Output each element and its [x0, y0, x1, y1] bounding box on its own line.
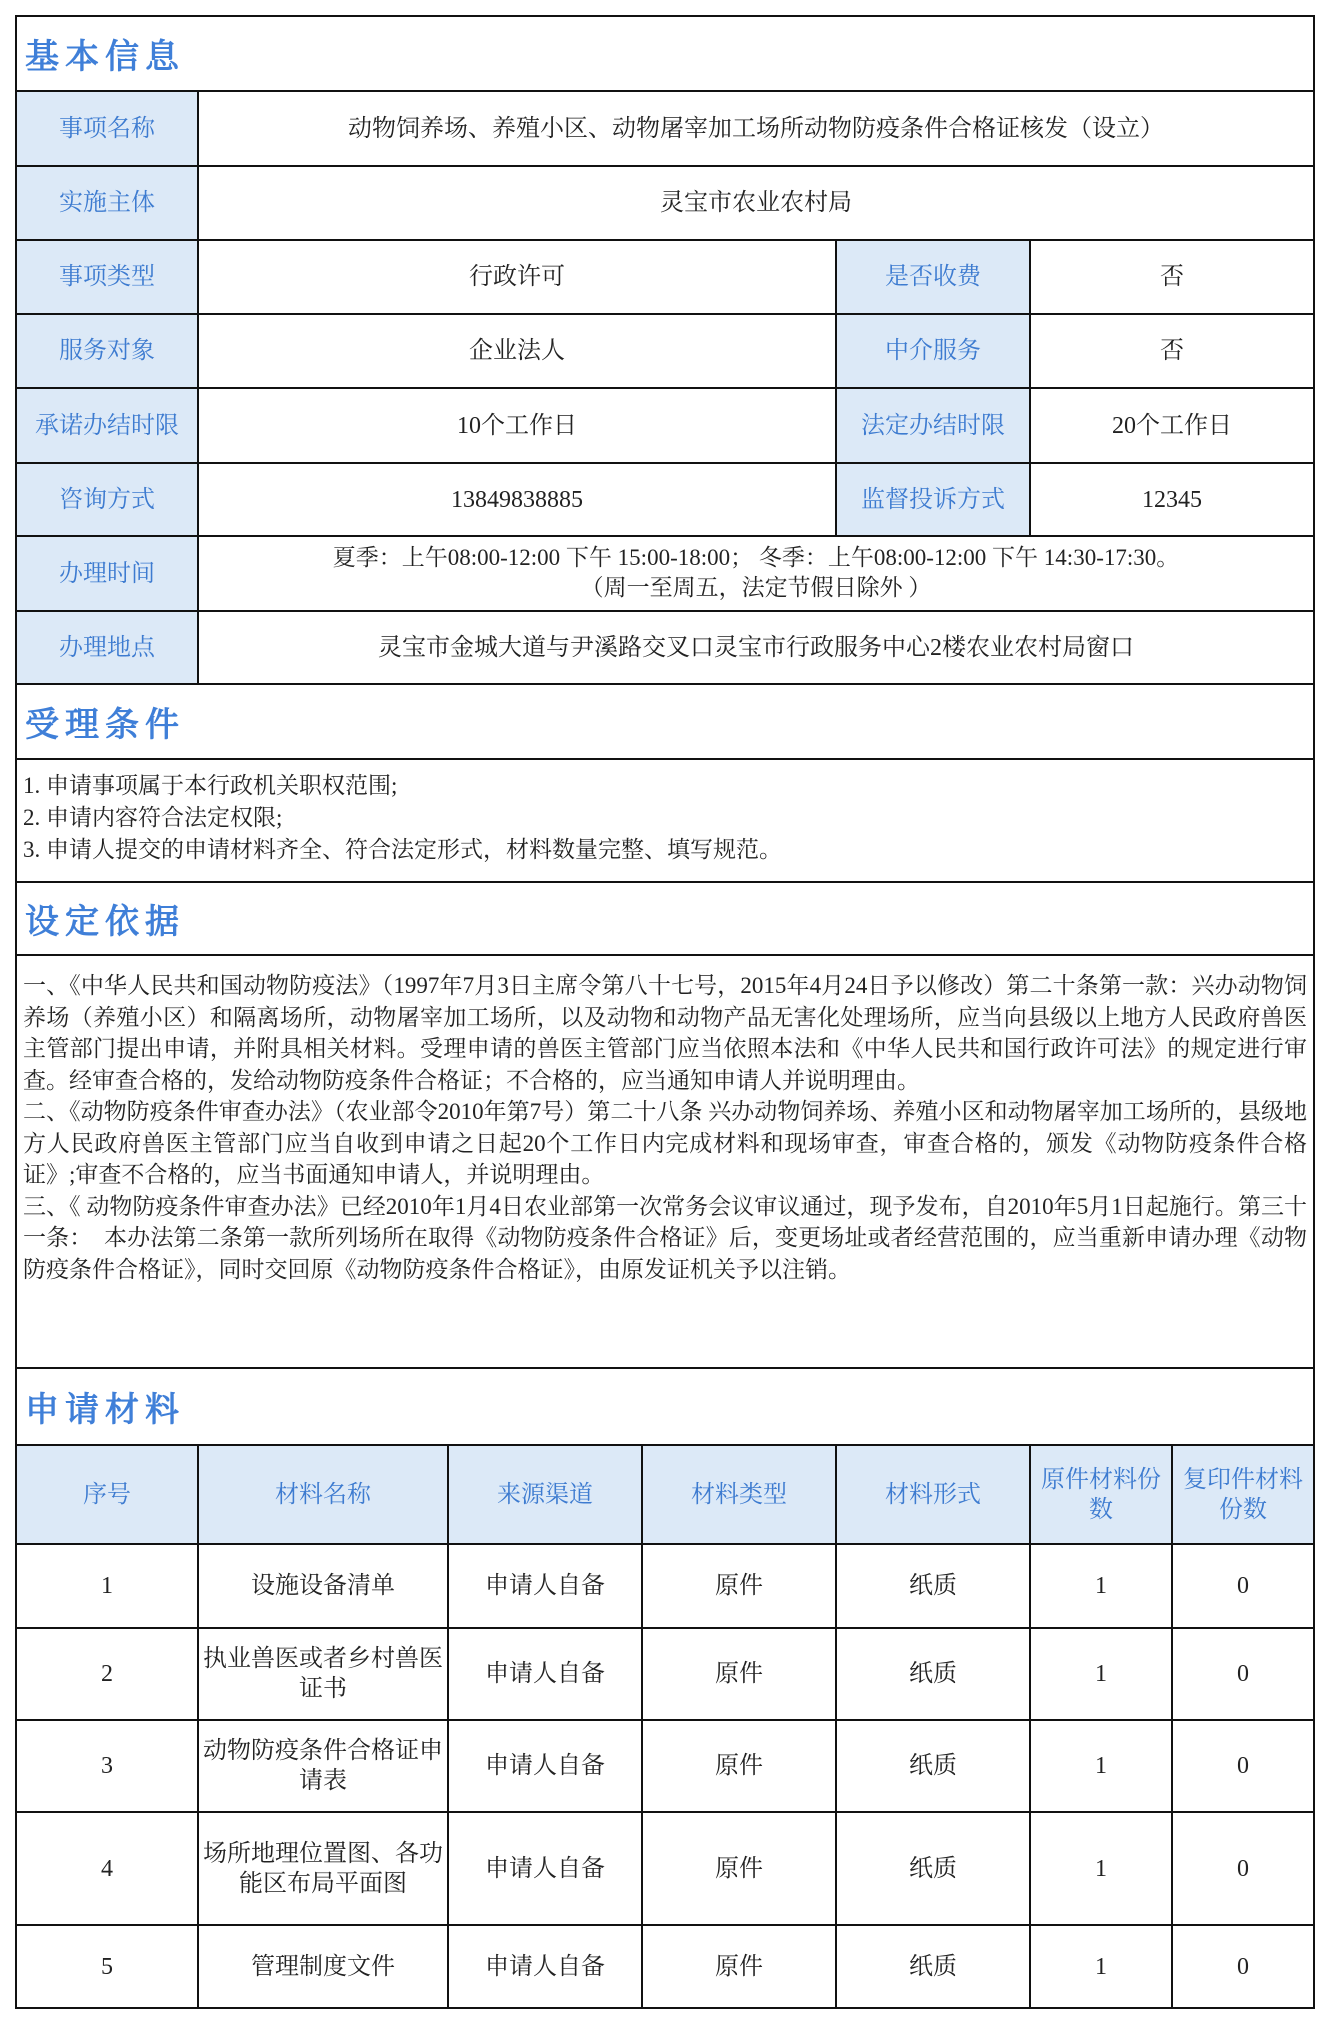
- section-header-basic: [17, 17, 1313, 92]
- table-cell: 纸质: [837, 1545, 1031, 1627]
- field-label: 服务对象: [17, 315, 199, 387]
- field-label: 是否收费: [837, 241, 1031, 313]
- table-cell: 5: [17, 1926, 199, 2007]
- info-row: [17, 464, 1313, 537]
- table-cell: 0: [1237, 1661, 1249, 1687]
- table-cell: 管理制度文件: [199, 1926, 449, 2007]
- field-label: 监督投诉方式: [837, 464, 1031, 535]
- field-label: 办理地点: [17, 612, 199, 683]
- table-cell: 0: [1237, 1855, 1249, 1882]
- field-value: 动物饲养场、养殖小区、动物屠宰加工场所动物防疫条件合格证核发（设立）: [348, 115, 1164, 142]
- table-cell: 纸质: [837, 1721, 1031, 1811]
- basis-paragraph: 一、《中华人民共和国动物防疫法》（1997年7月3日主席令第八十七号，2015年4月24日予以修改）第二十条第一款：兴办动物饲养场（养殖小区）和隔离场所，动物屠宰加工场所，以及动物和动物产品无害化处理场所，应当向县级以上地方人民政府兽医主管部门提出申请，并附具相关材料。受理申请的兽医主管部门应当依照本法和《中华人民共和国行政许可法》的规定进行审查。经审查合格的，发给动物防疫条件合格证；不合格的，应当通知申请人并说明理由。: [23, 973, 1307, 1093]
- field-label: 事项类型: [17, 241, 199, 313]
- section-header-materials: [17, 1369, 1313, 1446]
- field-label: 咨询方式: [17, 464, 199, 535]
- hours-text: 夏季：上午08:00-12:00 下午 15:00-18:00； 冬季：上午08:00-12:00 下午 14:30-17:30。: [332, 545, 1180, 570]
- info-row: [17, 167, 1313, 241]
- info-row: [17, 315, 1313, 389]
- materials-header-row: [17, 1446, 1313, 1545]
- table-cell: 0: [1237, 1753, 1249, 1779]
- table-cell: 执业兽医或者乡村兽医证书: [199, 1629, 449, 1719]
- field-value: 20个工作日: [1112, 412, 1232, 439]
- table-cell: 申请人自备: [449, 1545, 643, 1627]
- table-cell: 申请人自备: [449, 1721, 643, 1811]
- field-label: 法定办结时限: [837, 389, 1031, 462]
- table-row: [17, 1545, 1313, 1629]
- table-cell: 申请人自备: [449, 1813, 643, 1924]
- service-info-sheet: [15, 15, 1315, 2009]
- field-label: 办理时间: [17, 537, 199, 610]
- basis-text: [17, 956, 1313, 1367]
- info-row: [17, 537, 1313, 612]
- section-title: 申请材料: [25, 1390, 185, 1430]
- table-cell: 原件: [643, 1721, 837, 1811]
- table-cell: 原件: [643, 1813, 837, 1924]
- info-row: [17, 389, 1313, 464]
- table-cell: 设施设备清单: [199, 1545, 449, 1627]
- info-row: [17, 241, 1313, 315]
- field-value: 否: [1160, 264, 1184, 290]
- column-header: 来源渠道: [449, 1446, 643, 1543]
- table-cell: 1: [1031, 1721, 1173, 1811]
- field-label: 实施主体: [17, 167, 199, 239]
- field-value: 灵宝市农业农村局: [660, 190, 852, 216]
- table-cell: 3: [17, 1721, 199, 1811]
- column-header: 复印件材料份数: [1173, 1446, 1313, 1543]
- section-header-basis: [17, 883, 1313, 956]
- table-cell: 申请人自备: [449, 1926, 643, 2007]
- basis-paragraph: 二、《动物防疫条件审查办法》（农业部令2010年第7号）第二十八条 兴办动物饲养场、养殖小区和动物屠宰加工场所的，县级地方人民政府兽医主管部门应当自收到申请之日起20个工作日内完成材料和现场审查，审查合格的，颁发《动物防疫条件合格证》;审查不合格的，应当书面通知申请人，并说明理由。: [23, 1099, 1307, 1187]
- table-cell: 纸质: [837, 1926, 1031, 2007]
- table-cell: 场所地理位置图、各功能区布局平面图: [199, 1813, 449, 1924]
- field-label: 中介服务: [837, 315, 1031, 387]
- table-cell: 1: [1031, 1926, 1173, 2007]
- field-value: 企业法人: [199, 315, 837, 387]
- condition-item: 3. 申请人提交的申请材料齐全、符合法定形式，材料数量完整、填写规范。: [23, 837, 782, 862]
- table-cell: 0: [1237, 1953, 1249, 1980]
- conditions-body: [17, 760, 1313, 883]
- table-row: [17, 1721, 1313, 1813]
- field-value: [199, 537, 1313, 610]
- field-value: 13849838885: [199, 464, 837, 535]
- column-header: 原件材料份数: [1031, 1446, 1173, 1543]
- column-header: 序号: [17, 1446, 199, 1543]
- hours-note: （周一至周五，法定节假日除外 ）: [580, 575, 932, 600]
- table-cell: 4: [17, 1813, 199, 1924]
- field-value: 行政许可: [199, 241, 837, 313]
- info-row: [17, 612, 1313, 685]
- column-header: 材料形式: [837, 1446, 1031, 1543]
- field-label: 事项名称: [17, 92, 199, 165]
- field-value: 12345: [1142, 486, 1202, 513]
- column-header: 材料类型: [643, 1446, 837, 1543]
- basis-paragraph: 三、《 动物防疫条件审查办法》已经2010年1月4日农业部第一次常务会议审议通过，现予发布，自2010年5月1日起施行。第三十一条： 本办法第二条第一款所列场所在取得《动物防疫条件合格证》后，变更场址或者经营范围的，应当重新申请办理《动物防疫条件合格证》，同时交回原《动物防疫条件合格证》，由原发证机关予以注销。: [23, 1193, 1307, 1282]
- table-cell: 纸质: [837, 1629, 1031, 1719]
- section-header-conditions: [17, 685, 1313, 760]
- table-cell: 1: [1031, 1545, 1173, 1627]
- table-cell: 0: [1237, 1573, 1249, 1599]
- table-cell: 2: [17, 1629, 199, 1719]
- field-value: 10个工作日: [199, 389, 837, 462]
- table-cell: 原件: [643, 1926, 837, 2007]
- table-row: [17, 1926, 1313, 2007]
- field-value: 灵宝市金城大道与尹溪路交叉口灵宝市行政服务中心2楼农业农村局窗口: [378, 634, 1134, 661]
- materials-rows: [17, 1545, 1313, 2007]
- conditions-list: [17, 760, 788, 881]
- table-cell: 1: [17, 1545, 199, 1627]
- info-row: [17, 92, 1313, 167]
- column-header: 材料名称: [199, 1446, 449, 1543]
- table-cell: 动物防疫条件合格证申请表: [199, 1721, 449, 1811]
- basis-body: [17, 956, 1313, 1369]
- table-cell: 原件: [643, 1545, 837, 1627]
- table-row: [17, 1629, 1313, 1721]
- section-title: 基本信息: [25, 37, 185, 77]
- table-cell: 申请人自备: [449, 1629, 643, 1719]
- table-cell: 1: [1031, 1629, 1173, 1719]
- condition-item: 2. 申请内容符合法定权限;: [23, 805, 283, 830]
- field-value: 否: [1160, 338, 1184, 364]
- table-row: [17, 1813, 1313, 1926]
- field-label: 承诺办结时限: [17, 389, 199, 462]
- condition-item: 1. 申请事项属于本行政机关职权范围;: [23, 773, 398, 798]
- section-title: 设定依据: [25, 902, 185, 942]
- section-title: 受理条件: [25, 705, 185, 745]
- table-cell: 1: [1031, 1813, 1173, 1924]
- table-cell: 纸质: [837, 1813, 1031, 1924]
- table-cell: 原件: [643, 1629, 837, 1719]
